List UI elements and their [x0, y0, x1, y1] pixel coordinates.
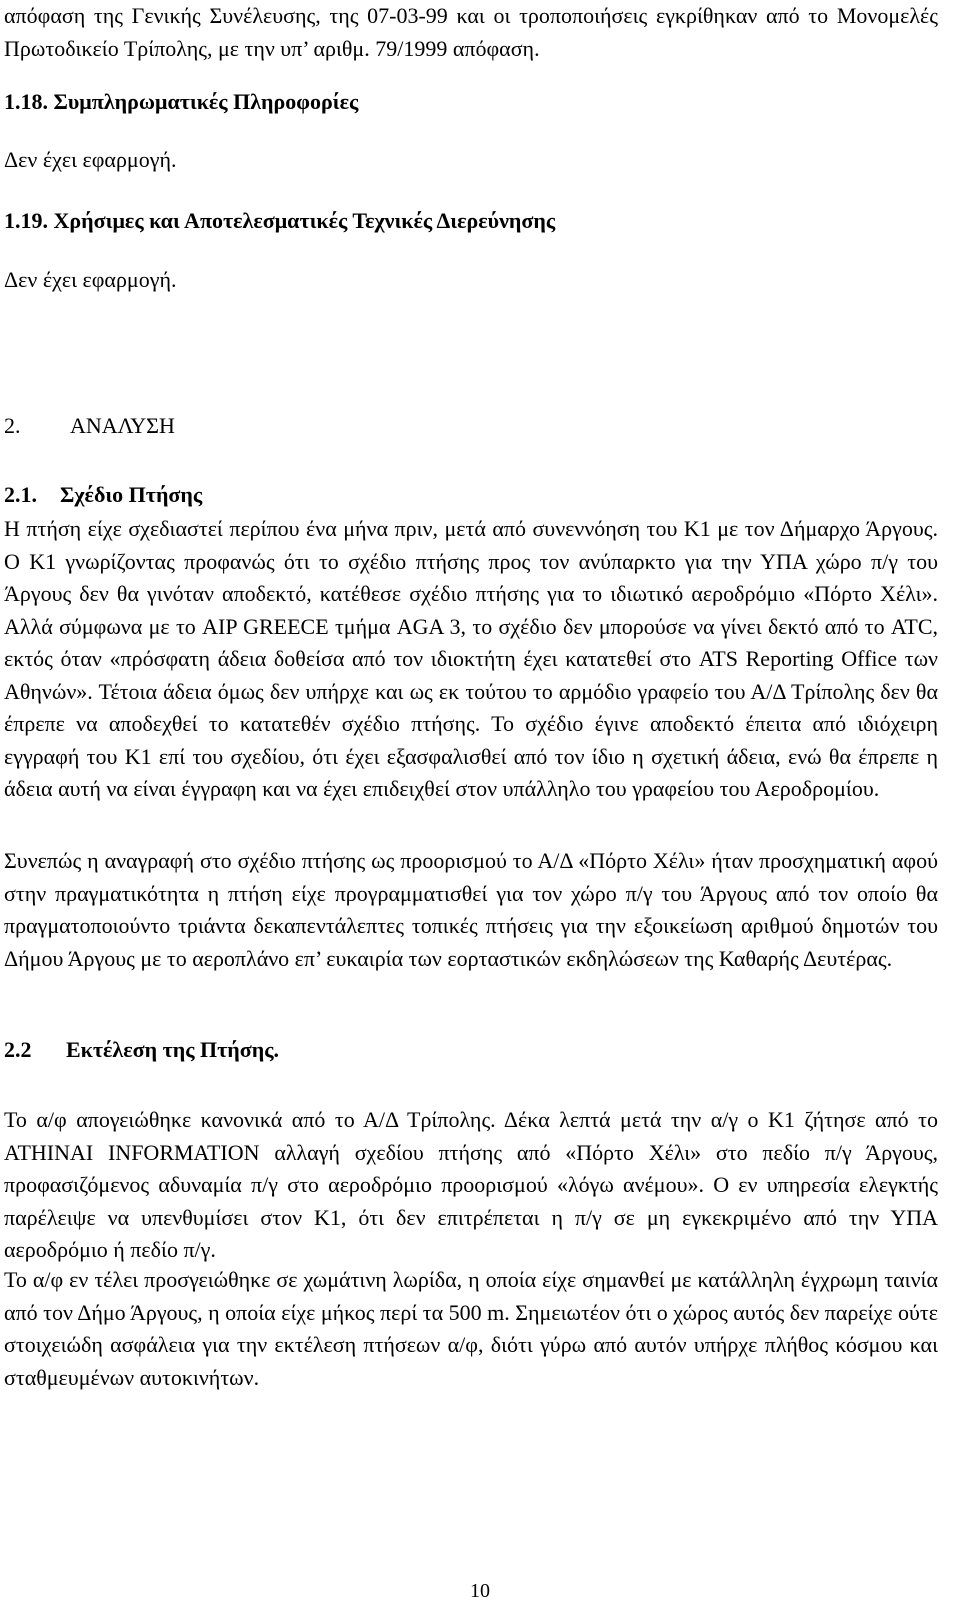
section-2-2-title: Εκτέλεση της Πτήσης. — [66, 1037, 279, 1062]
section-2-1-paragraph-2: Συνεπώς η αναγραφή στο σχέδιο πτήσης ως προορισμού το Α/Δ «Πόρτο Χέλι» ήταν προσχηματική αφού στην πραγματικότητα η πτήση είχε προγραμματισθεί για τον χώρο π/γ του Άργους από τον οποίο θα πραγματοποιούντο τριάντα δεκαπεντάλεπτες τοπικές πτήσεις για την εξοικείωση αριθμού δημοτών του Δήμου Άργους με το αεροπλάνο επ’ ευκαιρία των εορταστικών εκδηλώσεων της Καθαρής Δευτέρας. — [4, 848, 938, 971]
page-number: 10 — [470, 1580, 490, 1602]
section-1-19-heading: 1.19. Χρήσιμες και Αποτελεσματικές Τεχνικές Διερεύνησης — [4, 208, 556, 233]
section-2-2-number: 2.2 — [4, 1037, 32, 1062]
section-2-2-paragraph-1: Το α/φ απογειώθηκε κανονικά από το Α/Δ Τρίπολης. Δέκα λεπτά μετά την α/γ ο Κ1 ζήτησε από το ATHINAI INFORMATION αλλαγή σχεδίου πτήσης από «Πόρτο Χέλι» στο πεδίο π/γ Άργους, προφασιζόμενος αδυναμία π/γ στο αεροδρόμιο προορισμού «λόγω ανέμου». Ο εν υπηρεσία ελεγκτής παρέλειψε να υπενθυμίσει στον Κ1, ότι δεν επιτρέπεται η π/γ σε μη εγκεκριμένο από την ΥΠΑ αεροδρόμιο ή πεδίο π/γ. — [4, 1107, 938, 1262]
section-2-title: ΑΝΑΛΥΣΗ — [70, 413, 175, 438]
section-1-18-body: Δεν έχει εφαρμογή. — [4, 147, 177, 172]
section-2-heading — [4, 410, 938, 443]
section-2-1-heading — [4, 479, 938, 512]
section-2-number: 2. — [4, 413, 21, 438]
section-2-1-paragraph-1: Η πτήση είχε σχεδιαστεί περίπου ένα μήνα πριν, μετά από συνεννόηση του Κ1 με τον Δήμαρχο Άργους. Ο Κ1 γνωρίζοντας προφανώς ότι το σχέδιο πτήσης προς τον ανύπαρκτο για την ΥΠΑ χώρο π/γ του Άργους δεν θα γινόταν αποδεκτό, κατέθεσε σχέδιο πτήσης για το ιδιωτικό αεροδρόμιο «Πόρτο Χέλι». Αλλά σύμφωνα με το AIP GREECE τμήμα AGA 3, το σχέδιο δεν μπορούσε να γίνει δεκτό από το ATC, εκτός όταν «πρόσφατη άδεια δοθείσα από τον ιδιοκτήτη έχει κατατεθεί στο ATS Reporting Office των Αθηνών». Τέτοια άδεια όμως δεν υπήρχε και ως εκ τούτου το αρμόδιο γραφείο του Α/Δ Τρίπολης δεν θα έπρεπε να αποδεχθεί το κατατεθέν σχέδιο πτήσης. Το σχέδιο έγινε αποδεκτό έπειτα από ιδιόχειρη εγγραφή του Κ1 επί του σχεδίου, ότι έχει εξασφαλισθεί από τον ίδιο η σχετική άδεια, ενώ θα έπρεπε η άδεια αυτή να είναι έγγραφη και να έχει επιδειχθεί στον υπάλληλο του γραφείου του Αεροδρομίου. — [4, 516, 938, 801]
section-1-18-heading: 1.18. Συμπληρωματικές Πληροφορίες — [4, 89, 359, 114]
section-2-2-paragraph-2: Το α/φ εν τέλει προσγειώθηκε σε χωμάτινη λωρίδα, η οποία είχε σημανθεί με κατάλληλη έγχρωμη ταινία από τον Δήμο Άργους, η οποία είχε μήκος περί τα 500 m. Σημειωτέον ότι ο χώρος αυτός δεν παρείχε ούτε στοιχειώδη ασφάλεια για την εκτέλεση πτήσεων α/φ, διότι γύρω από αυτόν υπήρχε πλήθος κόσμου και σταθμευμένων αυτοκινήτων. — [4, 1267, 938, 1390]
section-1-19-body: Δεν έχει εφαρμογή. — [4, 267, 177, 292]
section-2-1-number: 2.1. — [4, 482, 37, 507]
intro-paragraph: απόφαση της Γενικής Συνέλευσης, της 07-03-99 και οι τροποποιήσεις εγκρίθηκαν από το Μονομελές Πρωτοδικείο Τρίπολης, με την υπ’ αριθμ. 79/1999 απόφαση. — [4, 3, 938, 61]
section-2-2-heading — [4, 1034, 938, 1067]
section-2-1-title: Σχέδιο Πτήσης — [60, 482, 203, 507]
